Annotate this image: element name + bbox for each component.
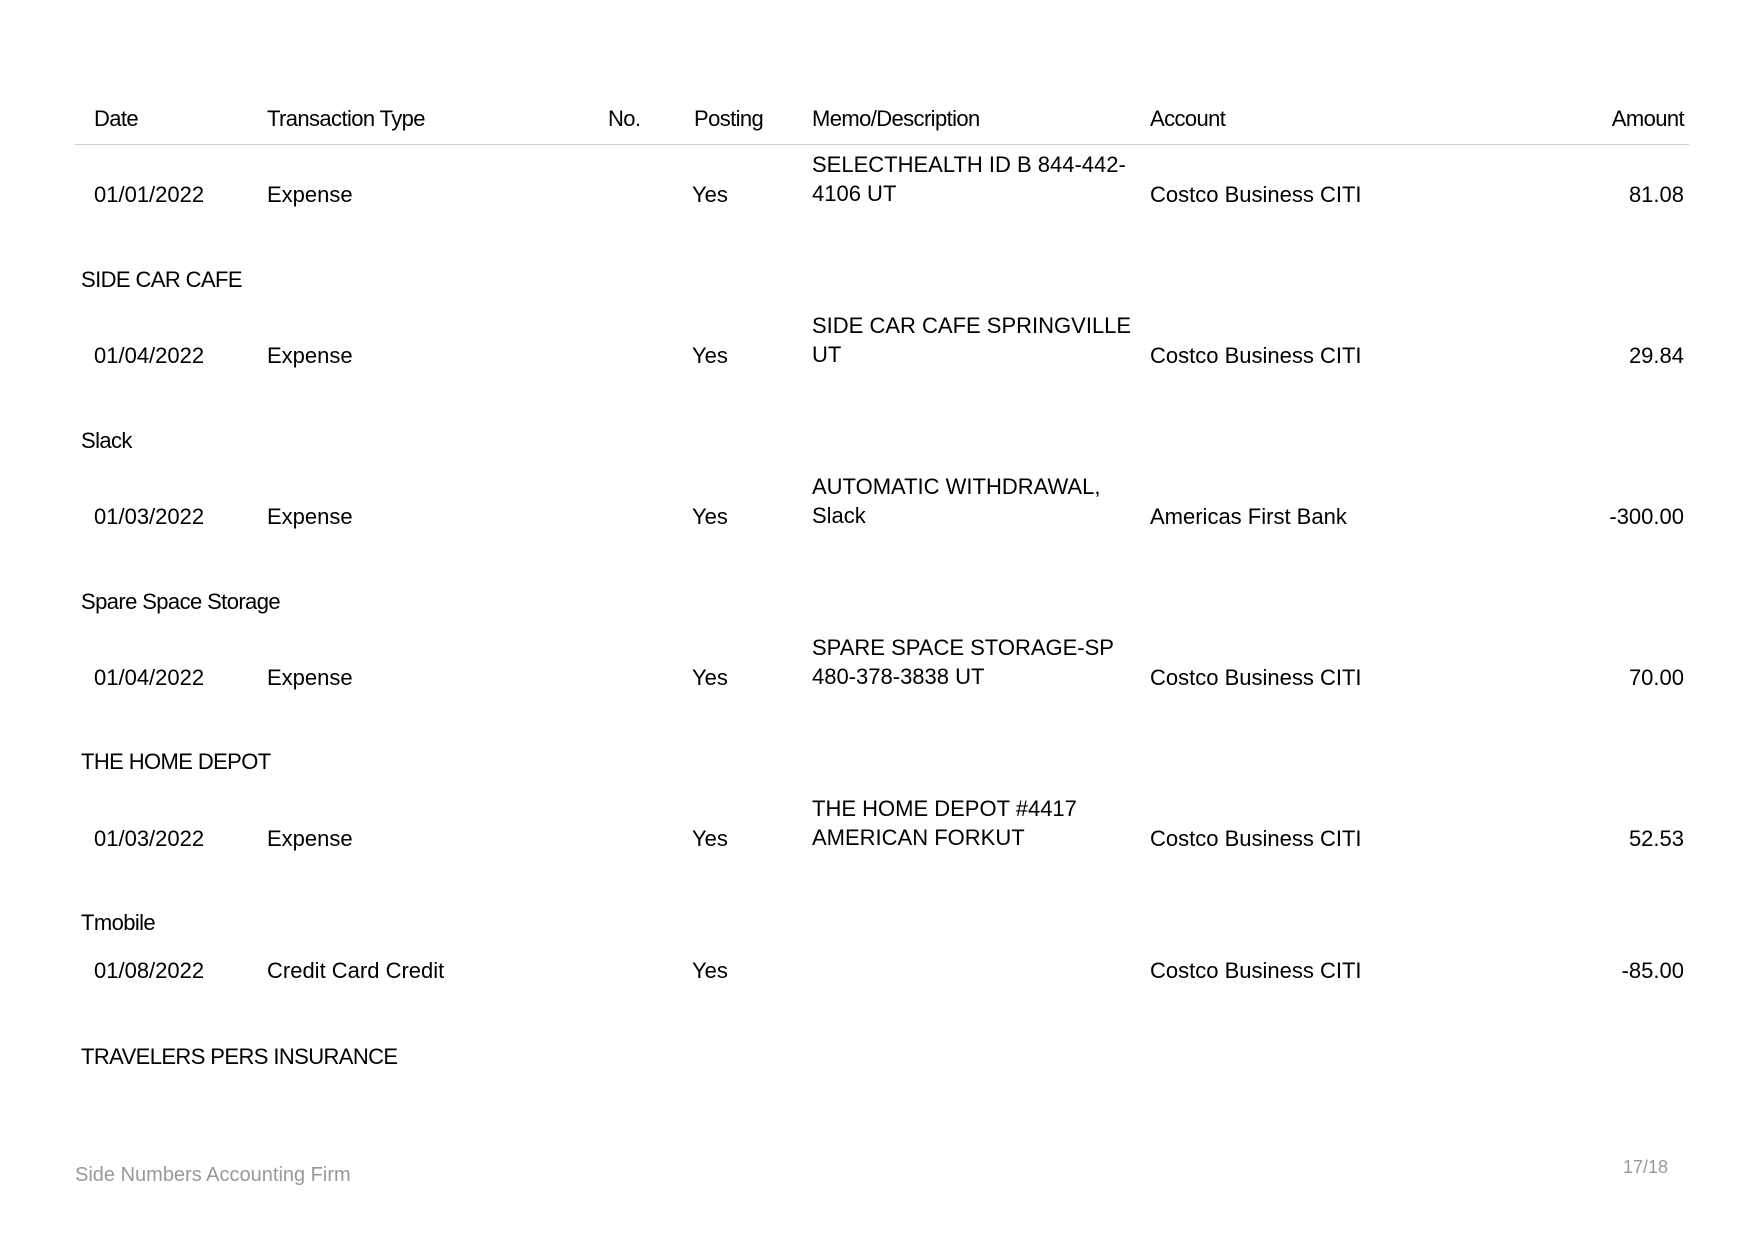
row-posting: Yes — [692, 665, 728, 690]
vendor-group-title: Tmobile — [81, 910, 156, 935]
row-date: 01/01/2022 — [94, 182, 205, 207]
column-header-no: No. — [608, 106, 641, 131]
row-account: Costco Business CITI — [1150, 665, 1362, 690]
row-amount: 29.84 — [1628, 343, 1684, 368]
row-type: Credit Card Credit — [267, 958, 445, 983]
row-amount: -85.00 — [1621, 958, 1684, 983]
header-divider — [75, 144, 1689, 145]
row-date: 01/03/2022 — [94, 504, 205, 529]
row-posting: Yes — [692, 958, 728, 983]
column-header-amount: Amount — [1611, 106, 1684, 131]
row-type: Expense — [267, 504, 353, 529]
row-memo-line2: 480-378-3838 UT — [812, 664, 985, 689]
row-memo-line2: AMERICAN FORKUT — [812, 825, 1025, 850]
row-date: 01/04/2022 — [94, 665, 205, 690]
row-date: 01/03/2022 — [94, 826, 205, 851]
row-memo — [812, 472, 1132, 530]
row-account: Costco Business CITI — [1150, 958, 1362, 983]
row-type: Expense — [267, 343, 353, 368]
row-account: Costco Business CITI — [1150, 826, 1362, 851]
footer-firm-name: Side Numbers Accounting Firm — [75, 1164, 351, 1186]
row-date: 01/08/2022 — [94, 958, 205, 983]
row-memo — [812, 794, 1132, 852]
row-memo-line1: AUTOMATIC WITHDRAWAL, — [812, 474, 1101, 499]
vendor-group-title: TRAVELERS PERS INSURANCE — [81, 1044, 398, 1069]
row-posting: Yes — [692, 826, 728, 851]
row-memo — [812, 150, 1132, 208]
vendor-group-title: Slack — [81, 428, 132, 453]
row-memo-line1: THE HOME DEPOT #4417 — [812, 796, 1077, 821]
row-memo-line1: SELECTHEALTH ID B 844-442- — [812, 152, 1126, 177]
column-header-account: Account — [1150, 106, 1226, 131]
row-type: Expense — [267, 826, 353, 851]
vendor-group-title: THE HOME DEPOT — [81, 749, 271, 774]
row-account: Costco Business CITI — [1150, 182, 1362, 207]
row-memo-line2: Slack — [812, 503, 866, 528]
page-number: 17/18 — [1622, 1157, 1668, 1177]
row-memo-line1: SPARE SPACE STORAGE-SP — [812, 635, 1114, 660]
row-posting: Yes — [692, 504, 728, 529]
row-memo-line2: 4106 UT — [812, 181, 897, 206]
row-posting: Yes — [692, 343, 728, 368]
row-type: Expense — [267, 182, 353, 207]
row-memo-line2: UT — [812, 342, 842, 367]
row-account: Americas First Bank — [1150, 504, 1347, 529]
column-header-posting: Posting — [694, 106, 764, 131]
row-memo-line1: SIDE CAR CAFE SPRINGVILLE — [812, 313, 1132, 338]
row-amount: 81.08 — [1628, 182, 1684, 207]
row-posting: Yes — [692, 182, 728, 207]
row-amount: 52.53 — [1628, 826, 1684, 851]
column-header-memo: Memo/Description — [812, 106, 980, 131]
row-account: Costco Business CITI — [1150, 343, 1362, 368]
row-amount: -300.00 — [1609, 504, 1684, 529]
column-header-transaction-type: Transaction Type — [267, 106, 425, 131]
row-memo — [812, 633, 1132, 691]
row-amount: 70.00 — [1628, 665, 1684, 690]
row-memo — [812, 311, 1132, 369]
column-header-date: Date — [94, 106, 139, 131]
vendor-group-title: SIDE CAR CAFE — [81, 267, 242, 292]
vendor-group-title: Spare Space Storage — [81, 589, 280, 614]
row-type: Expense — [267, 665, 353, 690]
row-date: 01/04/2022 — [94, 343, 205, 368]
